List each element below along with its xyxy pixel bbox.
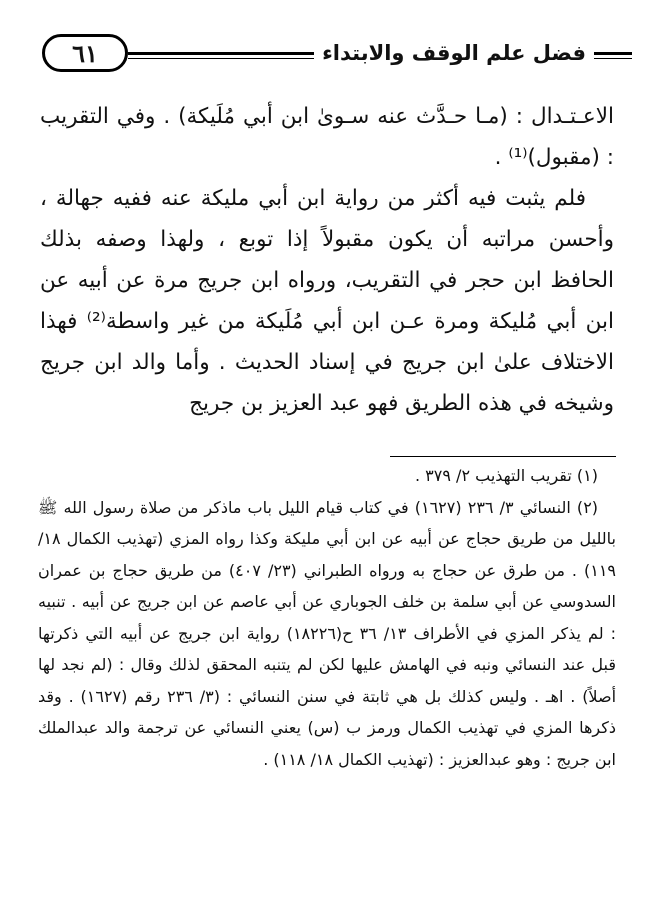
footnote-separator — [390, 456, 616, 457]
running-title: فضل علم الوقف والابتداء — [314, 38, 594, 68]
page-header — [20, 30, 632, 78]
paragraph: الاعـتـدال : (مـا حـدَّث عنه سـوىٰ ابن أبي مُلَيكة) . وفي التقريب : (مقبول)⁽¹⁾ . — [40, 104, 614, 170]
footnote: (١) تقريب التهذيب ٢/ ٣٧٩ . — [415, 466, 598, 485]
footnote: (٢) النسائي ٣/ ٢٣٦ (١٦٢٧) في كتاب قيام الليل باب ماذكر من صلاة رسول الله ﷺ بالليل من طريق حجاج عن أبيه عن ابن أبي مليكة وكذا رواه المزي (تهذيب الكمال ١٨/ ١١٩) . من طرق عن حجاج به ورواه الطبراني (٢٣/ ٤٠٧) من طريق حجاج بن عمران السدوسي عن أبي سلمة بن خلف الجوباري عن أبي عاصم عن ابن جريج عن أبيه . تنبيه : لم يذكر المزي في الأطراف ١٣/ ٣٦ ح(١٨٢٢٦) رواية ابن جريج عن أبيه التي ذكرتها قبل عند النسائي ونبه في الهامش عليها لكن لم يتنبه المحقق لذلك وقال : (لم نجد لها أصلاً) . اهـ . وليس كذلك بل هي ثابتة في سنن النسائي : (٣/ ٢٣٦ رقم (١٦٢٧) . وقد ذكرها المزي في تهذيب الكمال ورمز ب (س) يعني النسائي عن ترجمة والد عبدالملك ابن جريج : وهو عبدالعزيز : (تهذيب الكمال ١٨/ ١١٨) . — [38, 497, 617, 769]
page-number: ٦١ — [42, 34, 128, 72]
header-dash — [598, 52, 632, 55]
footnotes — [38, 460, 616, 775]
header-dash-thin — [598, 58, 632, 59]
body-text — [40, 96, 614, 424]
paragraph: فلم يثبت فيه أكثر من رواية ابن أبي مليكة عنه ففيه جهالة ، وأحسن مراتبه أن يكون مقبولاً إذا توبع ، ولهذا وصفه بذلك الحافظ ابن حجر في التقريب، ورواه ابن جريج مرة عن أبيه عن ابن أبي مُليكة ومرة عـن ابن أبي مُلَيكة من غير واسطة⁽²⁾ فهذا الاختلاف علىٰ ابن جريج في إسناد الحديث . وأما والد ابن جريج وشيخه في هذه الطريق فهو عبد العزيز بن جريج — [40, 186, 615, 416]
